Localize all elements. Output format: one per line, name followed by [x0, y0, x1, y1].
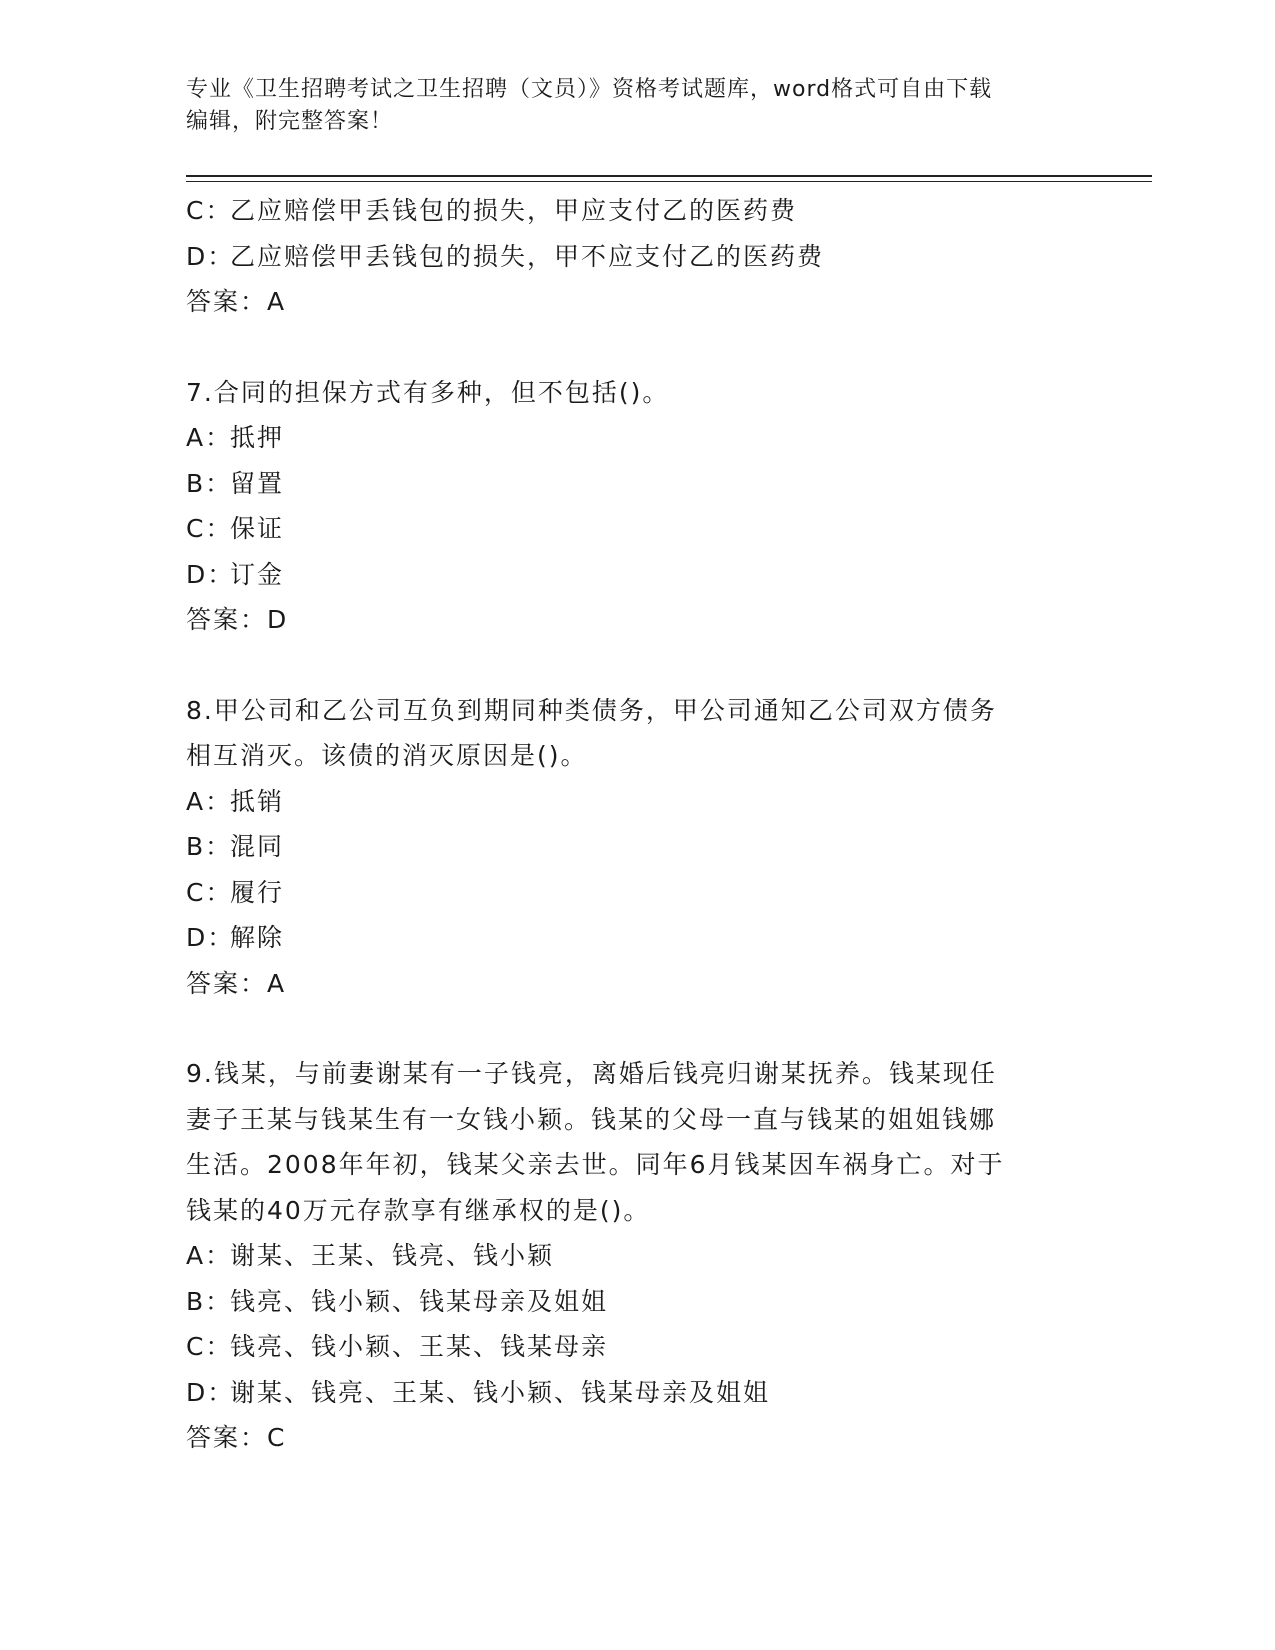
- option-letter: B：: [186, 832, 233, 861]
- answer-line: 答案：C: [186, 1423, 287, 1452]
- option-text: 混同: [230, 832, 285, 861]
- option-text: 解除: [230, 923, 285, 952]
- option-line: [186, 1279, 1066, 1325]
- option-text: 乙应赔偿甲丢钱包的损失，甲应支付乙的医药费: [230, 196, 798, 225]
- option-text: 谢某、王某、钱亮、钱小颖: [230, 1241, 555, 1270]
- option-letter: D：: [186, 1377, 235, 1407]
- option-text: 钱亮、钱小颖、王某、钱某母亲: [230, 1332, 609, 1361]
- option-letter: A：: [186, 786, 233, 816]
- question-stem-line: 妻子王某与钱某生有一女钱小颖。钱某的父母一直与钱某的姐姐钱娜: [186, 1104, 997, 1134]
- option-letter: A：: [186, 423, 233, 452]
- header-rule-thin: [186, 181, 1152, 182]
- option-line: [186, 1233, 1066, 1279]
- spacer: [186, 325, 1066, 370]
- option-letter: C：: [186, 1332, 233, 1361]
- question-stem-line: 相互消灭。该债的消灭原因是()。: [186, 741, 588, 770]
- option-line: [186, 779, 1066, 825]
- option-line: [186, 1370, 1066, 1416]
- question-8: [186, 688, 1066, 1007]
- answer-line: 答案：A: [186, 287, 287, 316]
- option-line: [186, 506, 1066, 552]
- option-text: 钱亮、钱小颖、钱某母亲及姐姐: [230, 1286, 609, 1316]
- option-line: [186, 188, 1066, 234]
- question-stem-line: 钱某的40万元存款享有继承权的是()。: [186, 1195, 651, 1225]
- option-line: [186, 915, 1066, 961]
- option-letter: B：: [186, 468, 233, 498]
- spacer: [186, 643, 1066, 688]
- option-letter: C：: [186, 196, 233, 225]
- header-rule-thick: [186, 175, 1152, 177]
- question-9: [186, 1051, 1066, 1461]
- option-letter: A：: [186, 1241, 233, 1270]
- option-letter: C：: [186, 514, 233, 543]
- question-content: [186, 188, 1066, 1461]
- option-line: [186, 552, 1066, 598]
- document-header: [186, 74, 1066, 138]
- option-text: 保证: [230, 514, 285, 543]
- question-stem-line: 7.合同的担保方式有多种，但不包括()。: [186, 377, 670, 407]
- option-line: [186, 461, 1066, 507]
- option-line: [186, 1324, 1066, 1370]
- option-letter: B：: [186, 1286, 233, 1316]
- option-text: 谢某、钱亮、王某、钱小颖、钱某母亲及姐姐: [230, 1377, 771, 1407]
- option-line: [186, 824, 1066, 870]
- question-stem-line: 9.钱某，与前妻谢某有一子钱亮，离婚后钱亮归谢某抚养。钱某现任: [186, 1059, 997, 1088]
- spacer: [186, 1006, 1066, 1051]
- option-text: 乙应赔偿甲丢钱包的损失，甲不应支付乙的医药费: [230, 241, 825, 271]
- option-text: 留置: [230, 468, 285, 498]
- option-line: [186, 870, 1066, 916]
- answer-line: 答案：A: [186, 968, 287, 998]
- header-line-1: 专业《卫生招聘考试之卫生招聘（文员）》资格考试题库，word格式可自由下载: [186, 77, 993, 102]
- question-stem-line: 生活。2008年年初，钱某父亲去世。同年6月钱某因车祸身亡。对于: [186, 1150, 1005, 1179]
- option-text: 履行: [230, 877, 285, 907]
- option-letter: C：: [186, 877, 233, 907]
- option-letter: D：: [186, 559, 235, 589]
- option-line: [186, 415, 1066, 461]
- option-line: [186, 234, 1066, 280]
- header-line-2: 编辑，附完整答案！: [186, 109, 394, 134]
- question-7: [186, 370, 1066, 643]
- partial-question: [186, 188, 1066, 325]
- question-stem-line: 8.甲公司和乙公司互负到期同种类债务，甲公司通知乙公司双方债务: [186, 695, 997, 725]
- answer-line: 答案：D: [186, 605, 289, 634]
- option-text: 抵销: [230, 786, 285, 816]
- option-text: 抵押: [230, 423, 285, 452]
- option-text: 订金: [230, 559, 285, 589]
- option-letter: D：: [186, 923, 235, 952]
- option-letter: D：: [186, 241, 235, 271]
